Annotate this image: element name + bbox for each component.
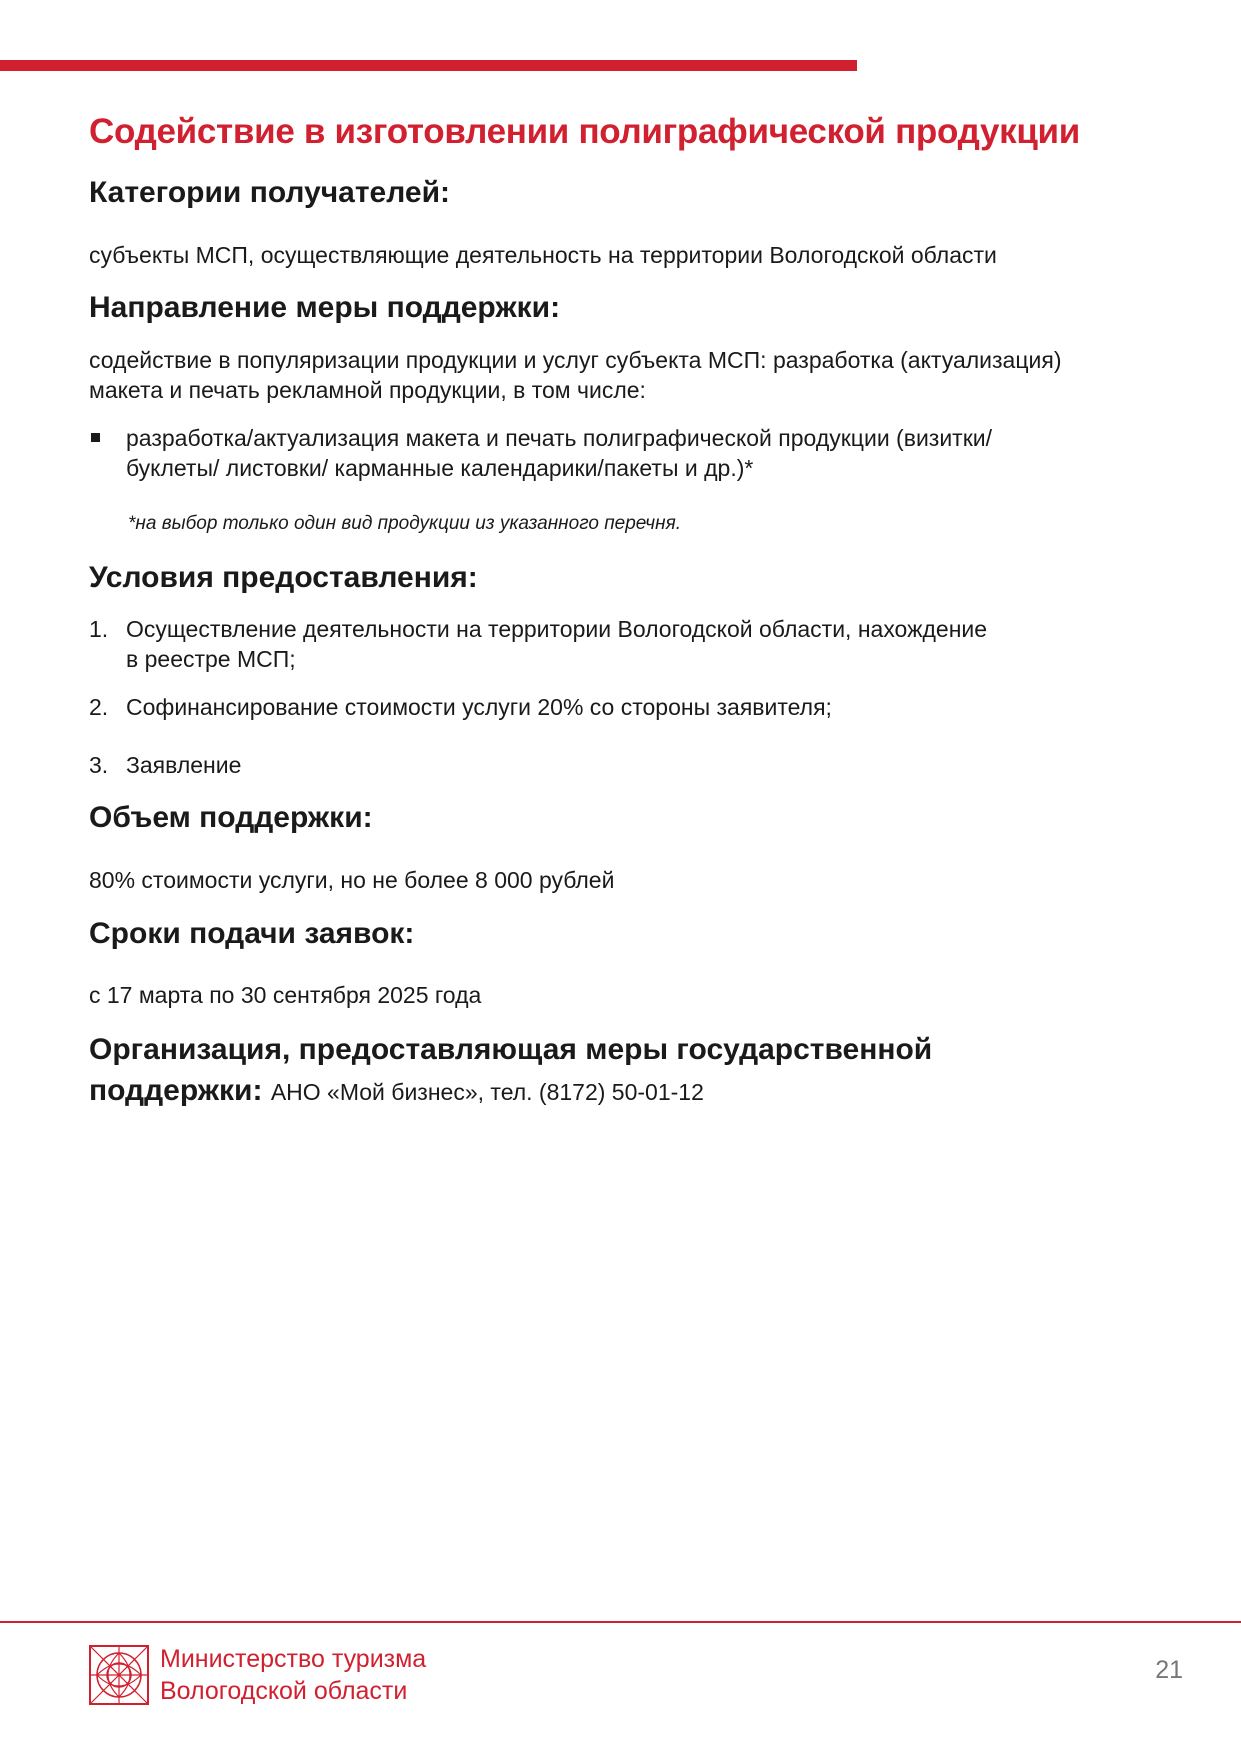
recipients-text: субъекты МСП, осуществляющие деятельность на территории Вологодской области <box>89 242 997 268</box>
volume-text: 80% стоимости услуги, но не более 8 000 рублей <box>89 867 615 893</box>
direction-heading: Направление меры поддержки: <box>89 291 561 324</box>
conditions-heading: Условия предоставления: <box>89 561 478 594</box>
condition-item-2: Софинансирование стоимости услуги 20% со стороны заявителя; <box>126 694 832 720</box>
recipients-heading: Категории получателей: <box>89 176 451 209</box>
organization-label: поддержки: <box>89 1074 263 1107</box>
direction-text-line-1: содействие в популяризации продукции и услуг субъекта МСП: разработка (актуализация) <box>89 347 1062 373</box>
condition-number-2: 2. <box>89 694 109 720</box>
condition-item-1-line-2: в реестре МСП; <box>126 646 296 672</box>
organization-heading-line-2 <box>89 1074 704 1108</box>
organization-heading-line-1: Организация, предоставляющая меры государственной <box>89 1033 933 1066</box>
top-accent-bar <box>0 60 857 71</box>
condition-item-1-line-1: Осуществление деятельности на территории Вологодской области, нахождение <box>126 616 988 642</box>
direction-footnote: *на выбор только один вид продукции из указанного перечня. <box>128 513 682 534</box>
ministry-logo-icon <box>89 1645 149 1705</box>
organization-value: АНО «Мой бизнес», тел. (8172) 50-01-12 <box>270 1079 704 1105</box>
direction-bullet-line-1: разработка/актуализация макета и печать полиграфической продукции (визитки/ <box>126 425 993 451</box>
condition-number-1: 1. <box>89 616 109 642</box>
bullet-square-icon <box>91 433 100 442</box>
condition-number-3: 3. <box>89 752 109 778</box>
volume-heading: Объем поддержки: <box>89 801 373 834</box>
direction-text-line-2: макета и печать рекламной продукции, в том числе: <box>89 377 646 403</box>
direction-bullet-line-2: буклеты/ листовки/ карманные календарики/пакеты и др.)* <box>126 455 754 481</box>
condition-item-3: Заявление <box>126 752 242 778</box>
footer-ministry-line-2: Вологодской области <box>160 1677 408 1705</box>
deadlines-text: с 17 марта по 30 сентября 2025 года <box>89 982 482 1008</box>
page-title: Содействие в изготовлении полиграфической продукции <box>89 112 1080 151</box>
footer-divider <box>0 1621 1241 1623</box>
footer-ministry-line-1: Министерство туризма <box>160 1645 427 1673</box>
deadlines-heading: Сроки подачи заявок: <box>89 917 415 950</box>
page-number: 21 <box>1155 1656 1183 1684</box>
